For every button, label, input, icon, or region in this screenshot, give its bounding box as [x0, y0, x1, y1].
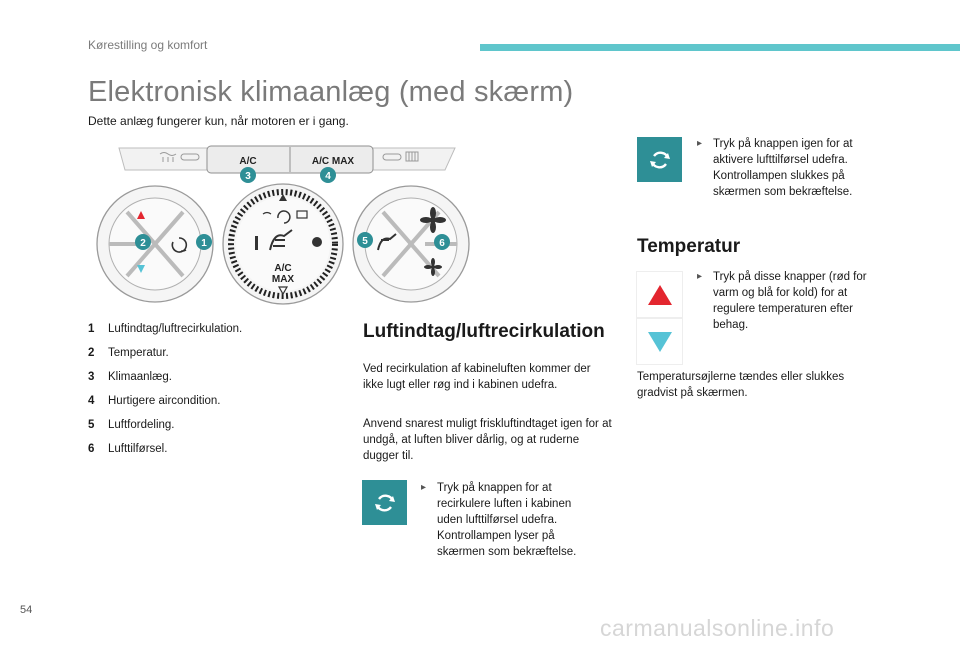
svg-text:2: 2: [140, 238, 146, 249]
callout-1: [196, 234, 212, 250]
center-max-label: MAX: [271, 274, 295, 285]
temperature-note: Temperatursøjlerne tændes eller slukkes gradvist på skærmen.: [637, 371, 845, 399]
svg-text:6: 6: [439, 238, 445, 249]
fan-small-icon: [312, 237, 322, 247]
svg-text:5: 5: [362, 236, 368, 247]
callout-2: [135, 234, 151, 250]
legend-item: 1 Luftindtag/luftrecirkulation.: [88, 323, 243, 335]
center-dial: [223, 184, 343, 304]
climate-panel-illustration: [95, 140, 470, 308]
temp-down-button-icon: [637, 319, 682, 364]
recirc-on-bullet: ▸ Tryk på knappen for at recirkulere luften i kabinen uden lufttilførsel udefra. Kontrollampen lyser på skærmen som bekræftelse.: [421, 482, 577, 558]
temperature-heading: Temperatur: [637, 236, 741, 257]
svg-text:1: 1: [201, 238, 207, 249]
temperature-dial: [97, 186, 213, 302]
recirc-heading: Luftindtag/luftrecirkulation: [363, 321, 605, 342]
recirc-paragraph-1: Ved recirkulation af kabineluften kommer der ikke lugt eller røg ind i kabinen udefra.: [363, 363, 591, 391]
temperature-bullet: ▸ Tryk på disse knapper (rød for varm og blå for kold) for at regulere temperaturen efter behag.: [697, 271, 867, 331]
legend-item: 5 Luftfordeling.: [88, 419, 175, 431]
svg-text:3: 3: [245, 171, 251, 182]
legend-item: 3 Klimaanlæg.: [88, 371, 172, 383]
temp-up-button-icon: [637, 272, 682, 317]
legend-item: 2 Temperatur.: [88, 347, 169, 359]
recirc-on-icon: [362, 480, 407, 525]
callout-5: [357, 232, 373, 248]
header-accent-bar: [480, 44, 960, 51]
watermark: carmanualsonline.info: [600, 615, 835, 641]
page-number: 54: [20, 604, 33, 616]
recirc-off-icon: [637, 137, 682, 182]
ac-button-label: A/C: [239, 156, 257, 167]
callout-4: [320, 167, 336, 183]
callout-6: [434, 234, 450, 250]
bullet-marker-icon: ▸: [697, 138, 703, 149]
bullet-marker-icon: ▸: [421, 482, 427, 493]
seat-small-icon: [255, 236, 258, 250]
center-ac-label: A/C: [274, 263, 292, 274]
bullet-marker-icon: ▸: [697, 271, 703, 282]
intro-text: Dette anlæg fungerer kun, når motoren er i gang.: [88, 114, 349, 128]
page-title: Elektronisk klimaanlæg (med skærm): [88, 76, 574, 108]
svg-text:4: 4: [325, 171, 331, 182]
legend-item: 4 Hurtigere aircondition.: [88, 395, 221, 407]
recirc-paragraph-2: Anvend snarest muligt friskluftindtaget igen for at undgå, at luften bliver dårlig, og at ruderne dugger til.: [363, 418, 612, 462]
legend-list: [88, 322, 338, 466]
recirc-off-bullet: ▸ Tryk på knappen igen for at aktivere lufttilførsel udefra. Kontrollampen slukkes på skærmen som bekræftelse.: [697, 138, 853, 198]
legend-item: 6 Lufttilførsel.: [88, 443, 168, 455]
section-header: Kørestilling og komfort: [88, 38, 208, 52]
acmax-button-label: A/C MAX: [311, 156, 355, 167]
callout-3: [240, 167, 256, 183]
